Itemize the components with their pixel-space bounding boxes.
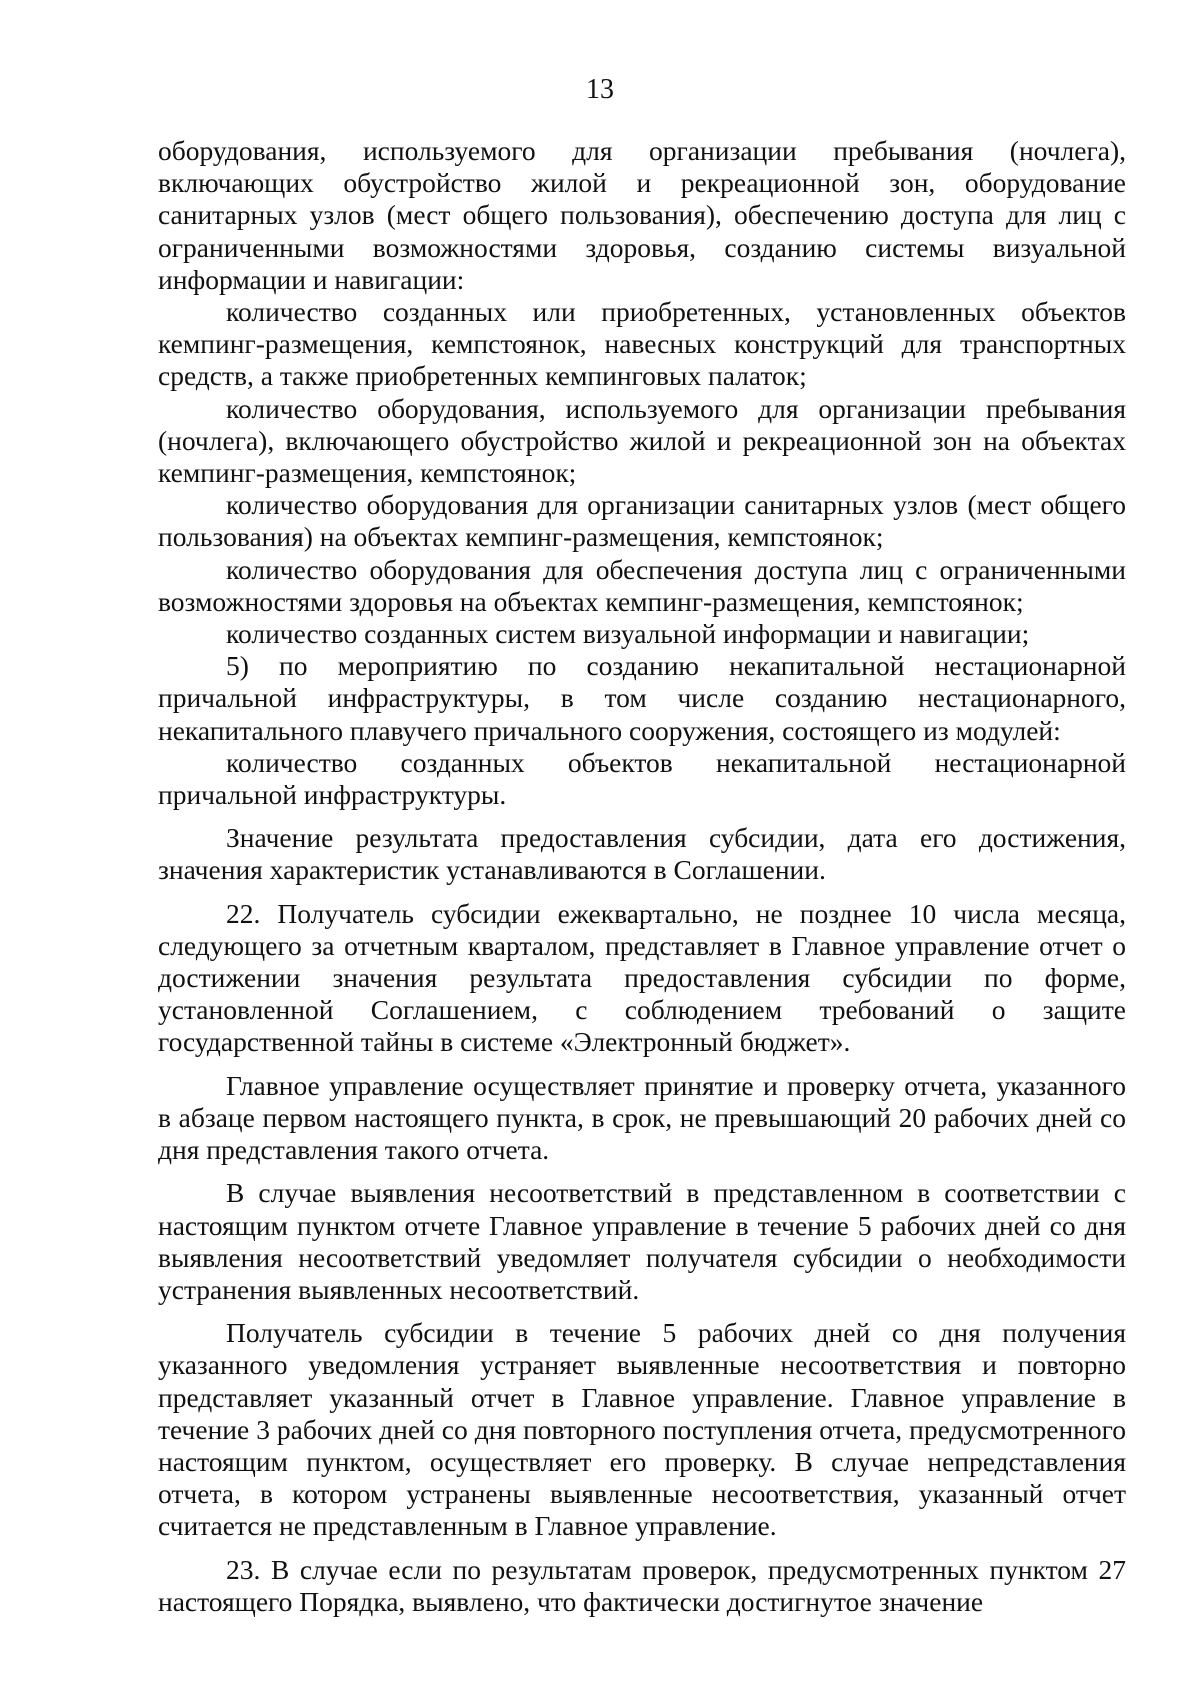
paragraph: Главное управление осуществляет принятие и проверку отчета, указанного в абзаце первом настоящего пункта, в срок, не превышающий 20 рабочих дней со дня представления такого отчета. (158, 1069, 1126, 1166)
paragraph: количество оборудования для организации санитарных узлов (мест общего пользования) на объектах кемпинг-размещения, кемпстоянок; (158, 489, 1126, 553)
paragraph: количество созданных или приобретенных, установленных объектов кемпинг-размещения, кемпстоянок, навесных конструкций для транспортных средств, а также приобретенных кемпинговых палаток; (158, 296, 1126, 392)
paragraph: количество созданных систем визуальной информации и навигации; (226, 618, 1030, 650)
paragraph: Значение результата предоставления субсидии, дата его достижения, значения характеристик устанавливаются в Соглашении. (158, 822, 1126, 886)
paragraph: 5) по мероприятию по созданию некапитальной нестационарной причальной инфраструктуры, в том числе созданию нестационарного, некапитального плавучего причального сооружения, состоящего из модулей: (158, 650, 1126, 746)
paragraph: Получатель субсидии в течение 5 рабочих дней со дня получения указанного уведомления устраняет выявленные несоответствия и повторно представляет указанный отчет в Главное управление. Главное управление в течение 3 рабочих дней со дня повторного поступления отчета, предусмотренного настоящим пунктом, осуществляет его проверку. В случае непредставления отчета, в котором устранены выявленные несоответствия, указанный отчет считается не представленным в Главное управление. (158, 1317, 1126, 1542)
document-body (158, 135, 1126, 1618)
paragraph: 22. Получатель субсидии ежеквартально, не позднее 10 числа месяца, следующего за отчетным кварталом, представляет в Главное управление отчет о достижении значения результата предоставления субсидии по форме, установленной Соглашением, с соблюдением требований о защите государственной тайны в системе «Электронный бюджет». (158, 897, 1126, 1058)
page-number: 13 (586, 74, 614, 105)
paragraph: 23. В случае если по результатам проверок, предусмотренных пунктом 27 настоящего Порядка, выявлено, что фактически достигнутое значение (158, 1553, 1126, 1617)
paragraph: В случае выявления несоответствий в представленном в соответствии с настоящим пунктом отчете Главное управление в течение 5 рабочих дней со дня выявления несоответствий уведомляет получателя субсидии о необходимости устранения выявленных несоответствий. (158, 1177, 1126, 1305)
paragraph: оборудования, используемого для организации пребывания (ночлега), включающих обустройство жилой и рекреационной зон, оборудование санитарных узлов (мест общего пользования), обеспечению доступа для лиц с ограниченными возможностями здоровья, созданию системы визуальной информации и навигации: (158, 135, 1126, 295)
paragraph: количество оборудования для обеспечения доступа лиц с ограниченными возможностями здоровья на объектах кемпинг-размещения, кемпстоянок; (158, 553, 1126, 617)
paragraph: количество оборудования, используемого для организации пребывания (ночлега), включающего обустройство жилой и рекреационной зон на объектах кемпинг-размещения, кемпстоянок; (158, 392, 1126, 489)
paragraph: количество созданных объектов некапитальной нестационарной причальной инфраструктуры. (158, 746, 1126, 811)
